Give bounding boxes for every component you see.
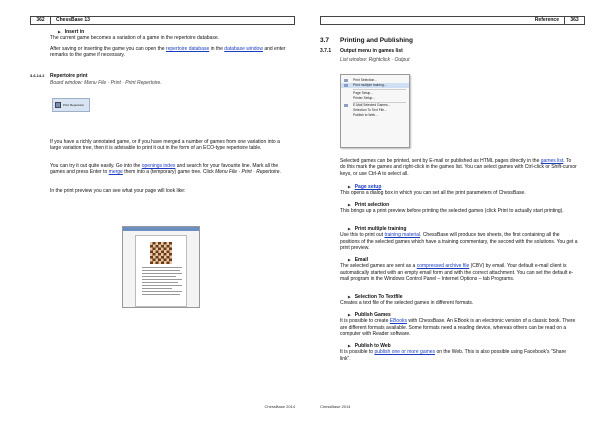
right-running-title: Reference bbox=[534, 17, 559, 23]
preview-titlebar bbox=[123, 227, 199, 231]
item-heading: Print selection bbox=[354, 202, 390, 208]
text-span: After saving or inserting the game you can open the bbox=[50, 45, 166, 52]
right-page-number: 363 bbox=[564, 16, 584, 25]
item-print-multiple-training bbox=[340, 226, 578, 252]
menu-item-label: Publish to Web... bbox=[353, 113, 378, 117]
left-page-number: 362 bbox=[31, 16, 51, 25]
bullet-triangle-icon: ▶ bbox=[348, 313, 351, 317]
insert-in-block bbox=[50, 29, 288, 59]
preview-line bbox=[142, 273, 182, 274]
left-page bbox=[30, 16, 295, 410]
item-body bbox=[340, 349, 578, 362]
menu-item-label: Selection To Text File... bbox=[353, 108, 387, 112]
training-material-link[interactable]: training material bbox=[384, 232, 421, 239]
printer-icon bbox=[344, 84, 348, 87]
item-heading: Publish to Web bbox=[354, 343, 391, 349]
compressed-archive-link[interactable]: compressed archive file bbox=[416, 263, 470, 270]
merge-link[interactable]: merge bbox=[108, 169, 123, 176]
preview-line bbox=[142, 279, 182, 280]
menu-separator bbox=[353, 102, 406, 103]
text-span: Use this to print out bbox=[340, 232, 385, 239]
games-list-link[interactable]: games list bbox=[540, 158, 564, 164]
menu-item-publish-web[interactable] bbox=[341, 113, 409, 118]
printer-icon bbox=[55, 102, 61, 108]
output-context-menu bbox=[340, 74, 410, 148]
right-page bbox=[320, 16, 585, 410]
item-body: This opens a dialog box in which you can set all the print parameters of ChessBase. bbox=[340, 190, 526, 197]
text-span: (CBV) by email. Your default e-mail client is automatically started with an empty email form and with the correct attachment. You can set the default e-mail program in the Windows Control Panel – Internet Options – tab Programs. bbox=[340, 263, 574, 283]
insert-in-body: The current game becomes a variation of a game in the repertoire database. bbox=[50, 35, 219, 42]
insert-in-after bbox=[50, 46, 288, 59]
menu-item-label: Print multiple training... bbox=[353, 83, 387, 87]
preview-line bbox=[142, 282, 178, 283]
preview-line bbox=[142, 276, 176, 277]
bullet-triangle-icon: ▶ bbox=[348, 344, 351, 348]
menu-item-label: Page Setup... bbox=[353, 90, 373, 95]
left-running-title: ChessBase 13 bbox=[56, 17, 90, 23]
repertoire-database-link[interactable]: repertoire database bbox=[165, 45, 210, 52]
subsection-number: 3.7.1 bbox=[320, 48, 332, 54]
text-span: . ChessBase will produce two sheets, the first containing all the positions of the selected games which have a training commentary, the second with the solutions. You get a print preview. bbox=[340, 232, 578, 252]
item-print-selection bbox=[340, 202, 578, 215]
para-preview: In the print preview you can see what your page will look like: bbox=[50, 188, 186, 194]
left-page-header bbox=[30, 16, 295, 25]
item-heading: Email bbox=[354, 257, 369, 263]
item-heading: Print multiple training bbox=[354, 226, 407, 232]
subsection-title: Output menu in games list bbox=[340, 48, 403, 54]
para-try-it bbox=[50, 163, 288, 176]
bullet-triangle-icon: ▶ bbox=[348, 185, 351, 189]
text-span: them into a (temporary) game tree. Click bbox=[122, 169, 216, 176]
text-span: You can try it out quite easily. Go into the bbox=[50, 163, 142, 169]
item-page-setup bbox=[340, 184, 578, 197]
publish-games-link[interactable]: publish one or more games bbox=[374, 349, 436, 356]
item-heading: Selection To Textfile bbox=[354, 294, 403, 300]
menu-item-label: Print Selection... bbox=[353, 78, 378, 82]
text-span: on the Web. This is also possible using Facebook's "Share link". bbox=[340, 349, 567, 362]
print-repertoire-label: Print Repertoire bbox=[63, 102, 85, 107]
item-body: Creates a text file of the selected games in different formats. bbox=[340, 300, 474, 307]
print-repertoire-button[interactable] bbox=[52, 98, 90, 112]
preview-paper bbox=[135, 235, 187, 307]
item-heading: Publish Games bbox=[354, 312, 391, 318]
openings-index-link[interactable]: openings index bbox=[141, 163, 176, 169]
menu-item-label: E-Mail Selected Games... bbox=[353, 103, 391, 107]
page-setup-link[interactable]: Page setup bbox=[354, 184, 382, 190]
left-footer: ChessBase 2014 bbox=[264, 403, 295, 409]
preview-line bbox=[142, 294, 180, 295]
repertoire-print-path: Board window: Menu File · Print · Print Repertoire. bbox=[50, 80, 162, 86]
bullet-triangle-icon: ▶ bbox=[58, 30, 61, 34]
preview-line bbox=[142, 270, 180, 271]
right-page-header bbox=[320, 16, 585, 25]
print-preview-screenshot bbox=[122, 226, 200, 308]
bullet-triangle-icon: ▶ bbox=[348, 295, 351, 299]
chess-board-icon bbox=[150, 242, 172, 264]
text-span: and enter remarks to the game if necessary. bbox=[50, 45, 286, 59]
menu-item-print-multiple[interactable] bbox=[341, 83, 409, 88]
text-span: It is possible to create bbox=[340, 318, 390, 325]
output-menu-heading bbox=[320, 48, 403, 54]
item-body bbox=[340, 318, 578, 337]
right-footer: ChessBase 2014 bbox=[320, 403, 351, 409]
item-publish-web bbox=[340, 343, 578, 362]
text-span: with ChessBase. An EBook is an electronic version of a classic book. There are different formats available. Some formats need a reading device, whereas others can be read on a computer with Reader software. bbox=[340, 318, 576, 338]
preview-line bbox=[142, 288, 172, 289]
menu-item-label: Printer Setup... bbox=[353, 95, 375, 100]
section-number: 3.7 bbox=[320, 37, 330, 44]
database-window-link[interactable]: database window bbox=[224, 45, 263, 52]
item-body bbox=[340, 232, 578, 251]
ebooks-link[interactable]: EBooks bbox=[389, 318, 407, 325]
text-span: . To do this mark the games and right-click in the games list. You can select games with Ctrl-click or Shift-cursor keys, or use Ctrl-A to select all. bbox=[340, 158, 577, 177]
bullet-triangle-icon: ▶ bbox=[348, 227, 351, 231]
text-span: in the bbox=[209, 45, 225, 52]
output-menu-path: List window: Rightclick · Output bbox=[340, 57, 410, 63]
section-number: 3.6.14.2 bbox=[30, 73, 45, 78]
text-span: and search for your favourite line. Mark all the games and press Enter to bbox=[50, 163, 279, 176]
item-body: This brings up a print preview before printing the selected games (click Print to actually start printing). bbox=[340, 208, 564, 215]
output-intro bbox=[340, 158, 578, 177]
bullet-triangle-icon: ▶ bbox=[348, 258, 351, 262]
item-publish-games bbox=[340, 312, 578, 338]
text-span: Selected games can be printed, sent by E-mail or published as HTML pages directly in the bbox=[340, 158, 541, 164]
section-title: Repertoire print bbox=[50, 73, 88, 79]
printing-section-heading bbox=[320, 38, 413, 44]
preview-line bbox=[142, 291, 182, 292]
preview-line bbox=[142, 267, 182, 268]
repertoire-print-heading bbox=[30, 73, 88, 79]
text-span: It is possible to bbox=[340, 349, 375, 356]
insert-in-heading: Insert in bbox=[64, 29, 85, 35]
menu-path: Menu File · Print · Repertoire. bbox=[215, 169, 281, 176]
item-selection-textfile bbox=[340, 294, 578, 307]
menu-separator bbox=[353, 89, 406, 90]
item-email bbox=[340, 257, 578, 283]
preview-line bbox=[142, 285, 182, 286]
menu-item-printer-setup[interactable] bbox=[341, 96, 409, 101]
bullet-triangle-icon: ▶ bbox=[348, 203, 351, 207]
email-icon bbox=[344, 104, 348, 107]
section-title: Printing and Publishing bbox=[340, 37, 413, 44]
item-body bbox=[340, 263, 578, 282]
text-span: The selected games are sent as a bbox=[340, 263, 417, 270]
para-annotated: If you have a richly annotated game, or if you have merged a number of games from one variation into a large variation tree, then it is advisable to print it out in the form of an ECO-type repertoire table. bbox=[50, 139, 280, 152]
printer-icon bbox=[344, 79, 348, 82]
